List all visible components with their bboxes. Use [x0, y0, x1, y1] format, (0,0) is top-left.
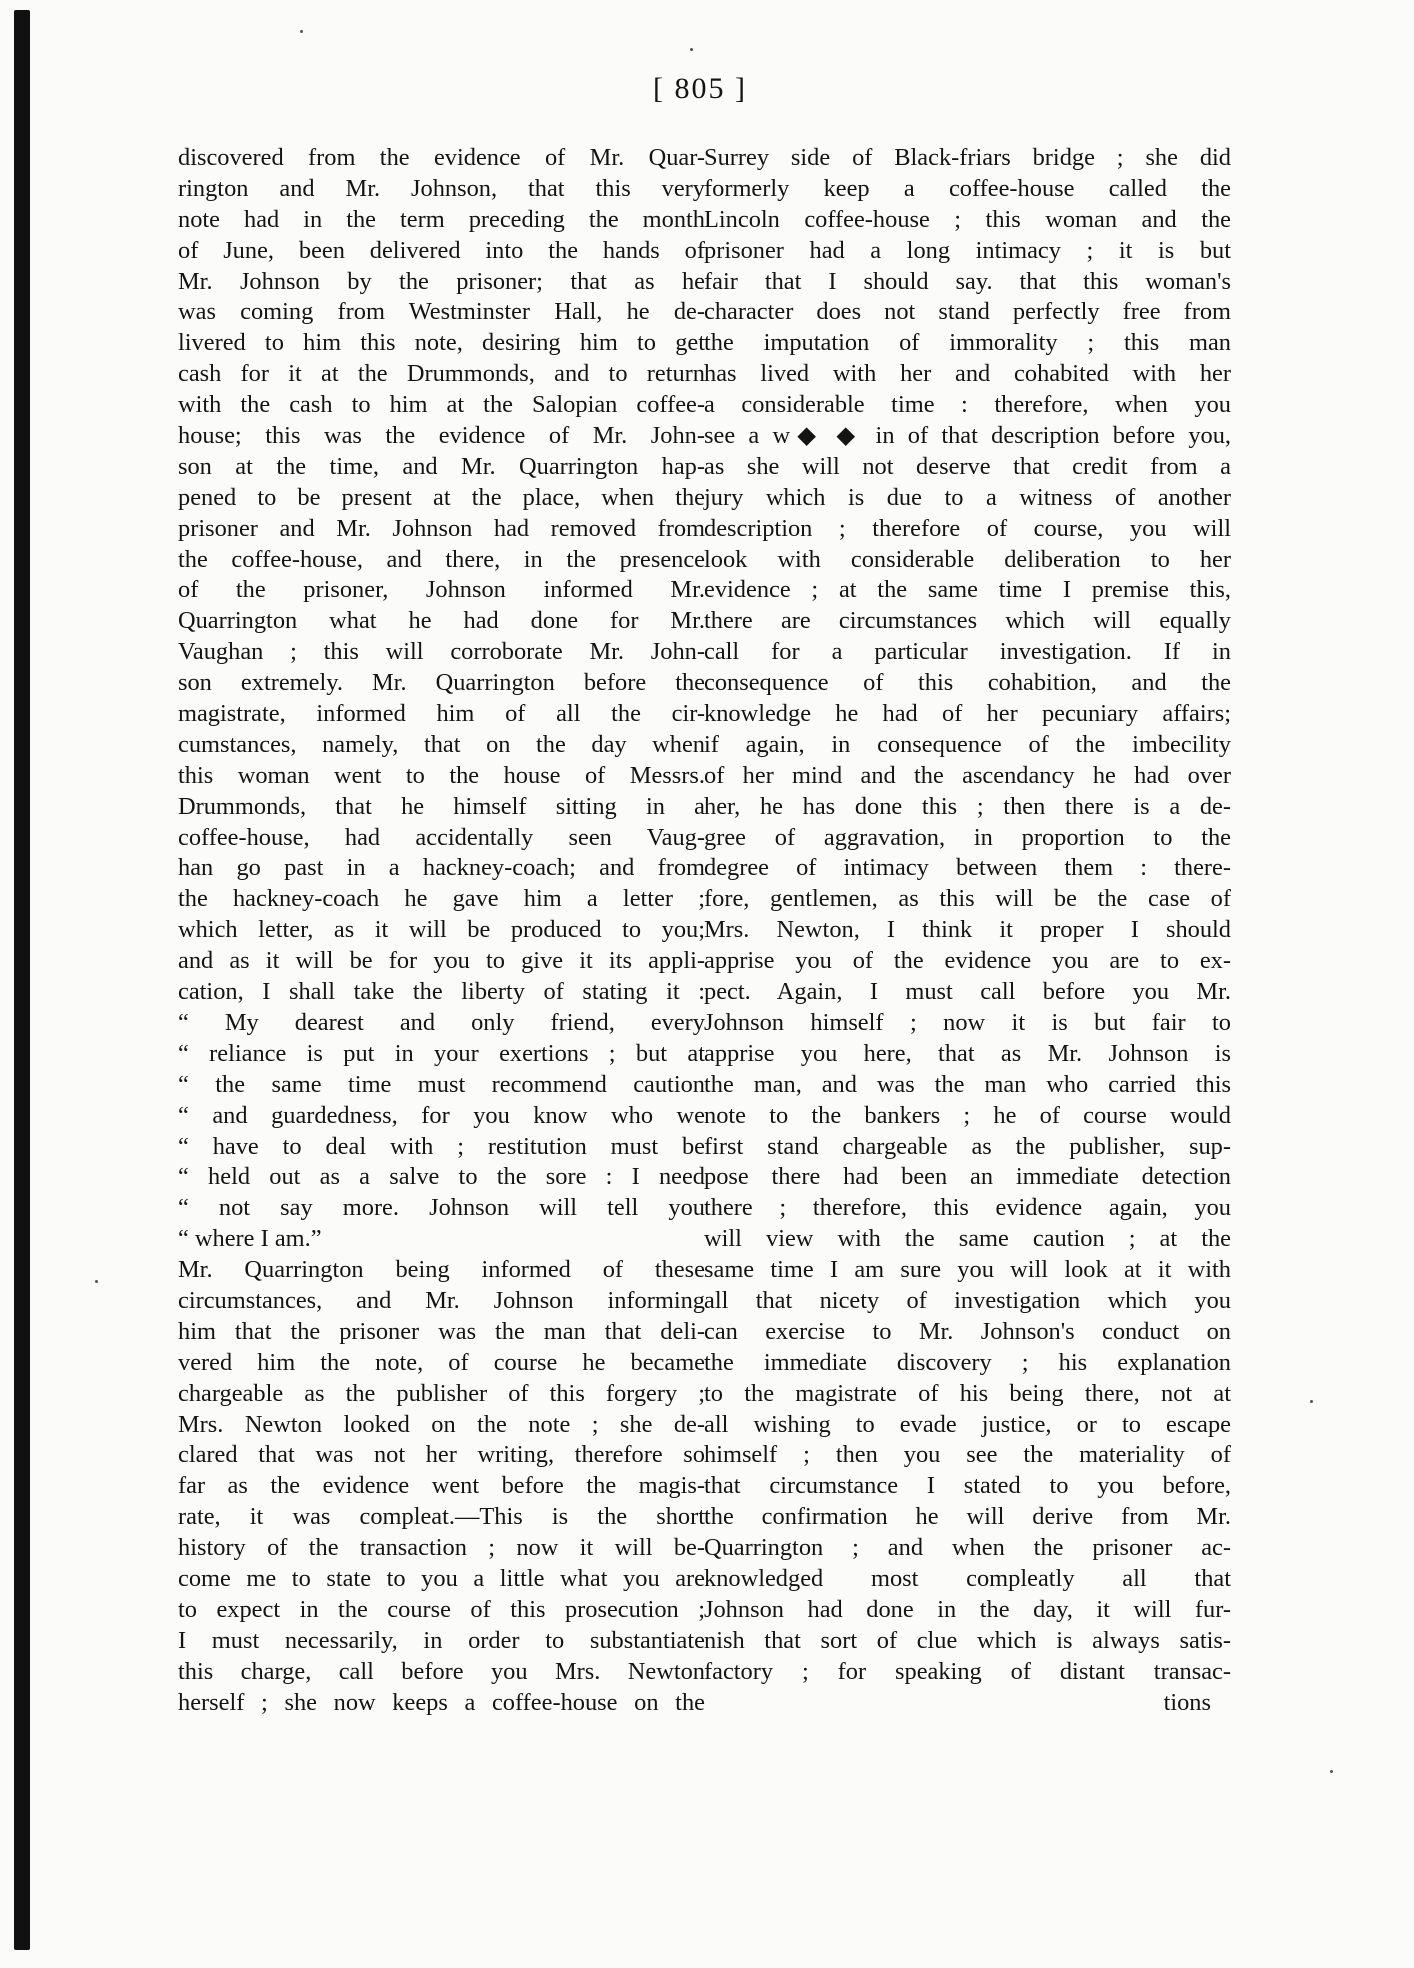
text-line: to the magistrate of his being there, not at [704, 1379, 1231, 1407]
text-line: degree of intimacy between them : there- [704, 854, 1231, 882]
text-line: clared that was not her writing, therefore so [178, 1441, 705, 1469]
text-line: son at the time, and Mr. Quarrington hap- [178, 452, 705, 480]
text-line: Lincoln coffee-house ; this woman and the [704, 205, 1231, 233]
text-line: has lived with her and cohabited with her [704, 360, 1231, 388]
text-line: “ reliance is put in your exertions ; but at [178, 1039, 705, 1067]
text-line: of June, been delivered into the hands of [178, 236, 705, 264]
text-line: apprise you of the evidence you are to ex- [704, 947, 1231, 975]
text-line: “ the same time must recommend caution [178, 1070, 705, 1098]
text-line: see a w◆ ◆ in of that description before you, [704, 422, 1231, 450]
text-line: was coming from Westminster Hall, he de- [178, 298, 705, 326]
text-line: note to the bankers ; he of course would [704, 1101, 1231, 1129]
scan-speck [690, 48, 693, 51]
scan-speck [300, 30, 303, 33]
text-line: far as the evidence went before the magis- [178, 1472, 705, 1500]
text-line: gree of aggravation, in proportion to the [704, 823, 1231, 851]
text-line: “ held out as a salve to the sore : I need [178, 1163, 705, 1191]
text-line: chargeable as the publisher of this forgery ; [178, 1379, 705, 1407]
text-line: there are circumstances which will equally [704, 607, 1231, 635]
text-line: cation, I shall take the liberty of stating it : [178, 978, 705, 1006]
text-line: fair that I should say. that this woman's [704, 267, 1231, 295]
text-line: there ; therefore, this evidence again, you [704, 1194, 1231, 1222]
text-line: factory ; for speaking of distant transac- [704, 1657, 1231, 1685]
text-line: look with considerable deliberation to her [704, 545, 1231, 573]
text-line: nish that sort of clue which is always satis- [704, 1626, 1231, 1654]
text-line: this woman went to the house of Messrs. [178, 761, 705, 789]
text-line: first stand chargeable as the publisher, sup- [704, 1132, 1231, 1160]
text-line: the hackney-coach he gave him a letter ; [178, 885, 705, 913]
text-line: to expect in the course of this prosecution ; [178, 1595, 705, 1623]
text-line: Mr. Johnson by the prisoner; that as he [178, 267, 705, 295]
text-line: herself ; she now keeps a coffee-house on the [178, 1688, 705, 1716]
text-line: “ not say more. Johnson will tell you [178, 1194, 705, 1222]
text-line: I must necessarily, in order to substantiate [178, 1626, 705, 1654]
text-line: “ have to deal with ; restitution must be [178, 1132, 705, 1160]
text-line: if again, in consequence of the imbecility [704, 730, 1231, 758]
text-line: prisoner and Mr. Johnson had removed from [178, 514, 705, 542]
text-line: with the cash to him at the Salopian coffee- [178, 391, 705, 419]
text-line: her, he has done this ; then there is a de- [704, 792, 1231, 820]
text-line: consequence of this cohabition, and the [704, 669, 1231, 697]
text-line: same time I am sure you will look at it with [704, 1256, 1231, 1284]
text-line: livered to him this note, desiring him to get [178, 329, 705, 357]
text-line: pect. Again, I must call before you Mr. [704, 978, 1231, 1006]
text-line: Mrs. Newton looked on the note ; she de- [178, 1410, 705, 1438]
text-line: all that nicety of investigation which you [704, 1286, 1231, 1314]
text-line: rate, it was compleat.—This is the short [178, 1503, 705, 1531]
text-line: Mrs. Newton, I think it proper I should [704, 916, 1231, 944]
text-line: the confirmation he will derive from Mr. [704, 1503, 1231, 1531]
text-line: knowledged most compleatly all that [704, 1564, 1231, 1592]
text-line: the man, and was the man who carried this [704, 1070, 1231, 1098]
text-line: vered him the note, of course he became [178, 1348, 705, 1376]
text-line: “ and guardedness, for you know who we [178, 1101, 705, 1129]
catchword: tions [1163, 1688, 1211, 1716]
text-line: Johnson had done in the day, it will fur- [704, 1595, 1231, 1623]
scan-speck [95, 1280, 98, 1283]
text-line: of her mind and the ascendancy he had over [704, 761, 1231, 789]
text-line: Mr. Quarrington being informed of these [178, 1256, 705, 1284]
text-line: apprise you here, that as Mr. Johnson is [704, 1039, 1231, 1067]
page-number: [ 805 ] [653, 72, 747, 105]
text-line: that circumstance I stated to you before, [704, 1472, 1231, 1500]
text-line: Drummonds, that he himself sitting in a [178, 792, 705, 820]
text-line: this charge, call before you Mrs. Newton [178, 1657, 705, 1685]
text-line: note had in the term preceding the month [178, 205, 705, 233]
text-line: of the prisoner, Johnson informed Mr. [178, 576, 705, 604]
text-line: rington and Mr. Johnson, that this very [178, 174, 705, 202]
text-line: “ My dearest and only friend, every [178, 1008, 705, 1036]
text-line: which letter, as it will be produced to you; [178, 916, 705, 944]
text-line: Quarrington what he had done for Mr. [178, 607, 705, 635]
text-line: Quarrington ; and when the prisoner ac- [704, 1534, 1231, 1562]
text-line: the imputation of immorality ; this man [704, 329, 1231, 357]
text-line: description ; therefore of course, you will [704, 514, 1231, 542]
text-line: Johnson himself ; now it is but fair to [704, 1008, 1231, 1036]
text-line: character does not stand perfectly free from [704, 298, 1231, 326]
text-line: formerly keep a coffee-house called the [704, 174, 1231, 202]
text-line: cash for it at the Drummonds, and to return [178, 360, 705, 388]
text-line: “ where I am.” [178, 1225, 322, 1253]
text-line: and as it will be for you to give it its appli- [178, 947, 705, 975]
text-line: call for a particular investigation. If in [704, 638, 1231, 666]
text-line: evidence ; at the same time I premise this, [704, 576, 1231, 604]
text-line: pened to be present at the place, when the [178, 483, 705, 511]
text-line: Vaughan ; this will corroborate Mr. John- [178, 638, 705, 666]
text-line: a considerable time : therefore, when you [704, 391, 1231, 419]
text-line: coffee-house, had accidentally seen Vaug- [178, 823, 705, 851]
right-column [704, 143, 1231, 1718]
binding-edge [14, 10, 30, 1950]
text-line: prisoner had a long intimacy ; it is but [704, 236, 1231, 264]
text-line: han go past in a hackney-coach; and from [178, 854, 705, 882]
text-line: discovered from the evidence of Mr. Quar- [178, 144, 705, 171]
text-line: circumstances, and Mr. Johnson informing [178, 1286, 705, 1314]
text-line: pose there had been an immediate detection [704, 1163, 1231, 1191]
text-line: the coffee-house, and there, in the presence [178, 545, 705, 573]
text-line: Surrey side of Black-friars bridge ; she did [704, 144, 1231, 171]
text-line: all wishing to evade justice, or to escape [704, 1410, 1231, 1438]
text-line: son extremely. Mr. Quarrington before the [178, 669, 705, 697]
text-line: house; this was the evidence of Mr. John- [178, 422, 705, 450]
text-line: him that the prisoner was the man that deli- [178, 1317, 705, 1345]
text-line: will view with the same caution ; at the [704, 1225, 1231, 1253]
left-column [178, 143, 705, 1718]
text-line: cumstances, namely, that on the day when [178, 730, 705, 758]
text-line: knowledge he had of her pecuniary affairs; [704, 700, 1231, 728]
text-line: fore, gentlemen, as this will be the case of [704, 885, 1231, 913]
text-line: as she will not deserve that credit from a [704, 452, 1231, 480]
text-line: can exercise to Mr. Johnson's conduct on [704, 1317, 1231, 1345]
text-line: come me to state to you a little what you are [178, 1564, 705, 1592]
text-line: jury which is due to a witness of another [704, 483, 1231, 511]
scan-speck [1330, 1770, 1333, 1773]
text-line: history of the transaction ; now it will be- [178, 1534, 705, 1562]
text-line: the immediate discovery ; his explanation [704, 1348, 1231, 1376]
text-line: himself ; then you see the materiality of [704, 1441, 1231, 1469]
text-line: magistrate, informed him of all the cir- [178, 700, 705, 728]
scan-speck [1310, 1400, 1313, 1403]
